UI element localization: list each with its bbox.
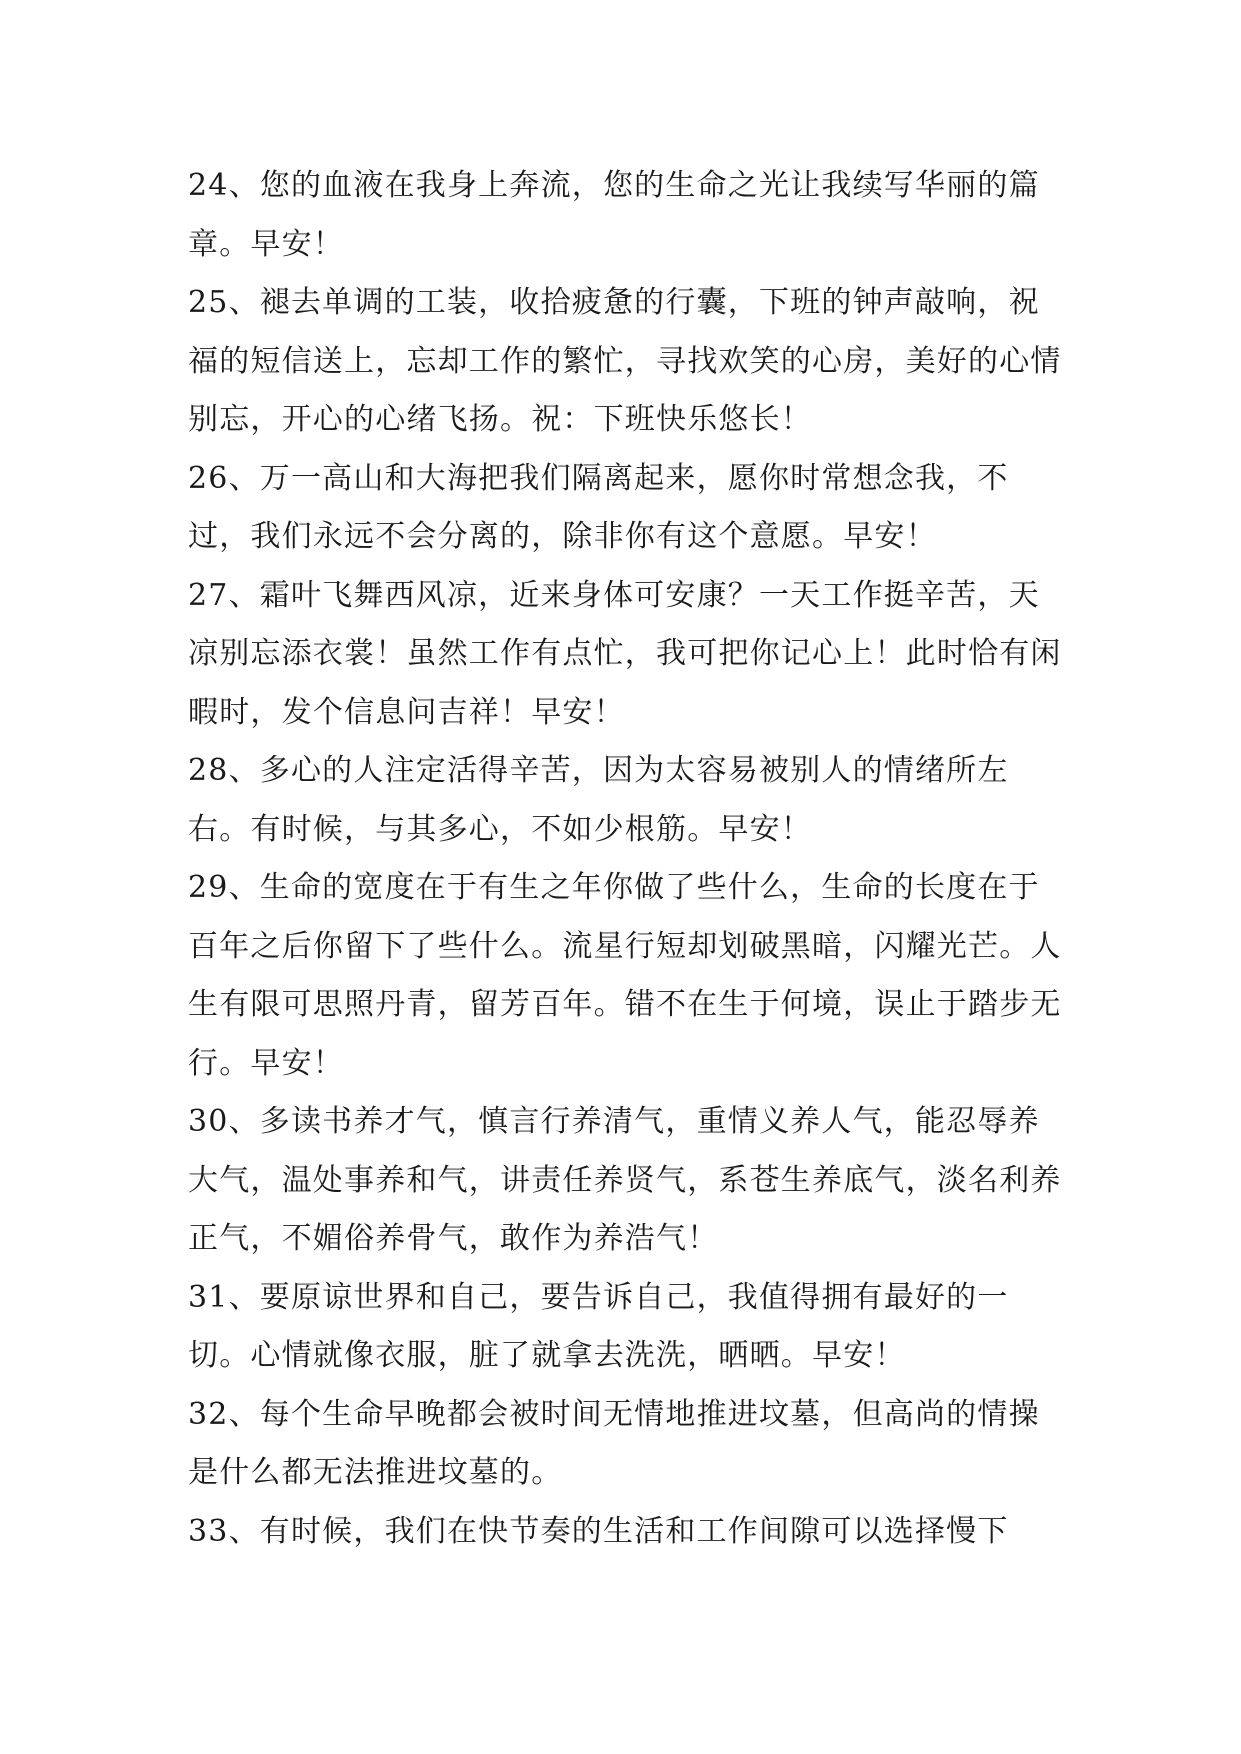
paragraph-27: 27、霜叶飞舞西风凉，近来身体可安康？一天工作挺辛苦，天凉别忘添衣裳！虽然工作有点忙，我可把你记心上！此时恰有闲暇时，发个信息问吉祥！早安！ — [188, 577, 1062, 730]
paragraph-28: 28、多心的人注定活得辛苦，因为太容易被别人的情绪所左右。有时候，与其多心，不如少根筋。早安！ — [188, 753, 1009, 847]
paragraph-26: 26、万一高山和大海把我们隔离起来，愿你时常想念我，不过，我们永远不会分离的，除非你有这个意愿。早安！ — [188, 460, 1009, 554]
paragraph-33: 33、有时候，我们在快节奏的生活和工作间隙可以选择慢下 — [188, 1513, 1009, 1549]
paragraph-29: 29、生命的宽度在于有生之年你做了些什么，生命的长度在于百年之后你留下了些什么。流星行短却划破黑暗，闪耀光芒。人生有限可思照丹青，留芳百年。错不在生于何境，误止于踏步无行。早安！ — [188, 870, 1062, 1081]
paragraph-30: 30、多读书养才气，慎言行养清气，重情义养人气，能忍辱养大气，温处事养和气，讲责任养贤气，系苍生养底气，淡名利养正气，不媚俗养骨气，敢作为养浩气！ — [188, 1104, 1062, 1256]
paragraph-24: 24、您的血液在我身上奔流，您的生命之光让我续写华丽的篇章。早安！ — [188, 168, 1040, 262]
paragraph-25: 25、褪去单调的工装，收拾疲惫的行囊，下班的钟声敲响，祝福的短信送上，忘却工作的繁忙，寻找欢笑的心房，美好的心情别忘，开心的心绪飞扬。祝：下班快乐悠长！ — [188, 285, 1062, 437]
paragraph-31: 31、要原谅世界和自己，要告诉自己，我值得拥有最好的一切。心情就像衣服，脏了就拿去洗洗，晒晒。早安！ — [188, 1279, 1009, 1373]
paragraph-32: 32、每个生命早晚都会被时间无情地推进坟墓，但高尚的情操是什么都无法推进坟墓的。 — [188, 1396, 1040, 1490]
document-body — [188, 157, 1068, 1561]
